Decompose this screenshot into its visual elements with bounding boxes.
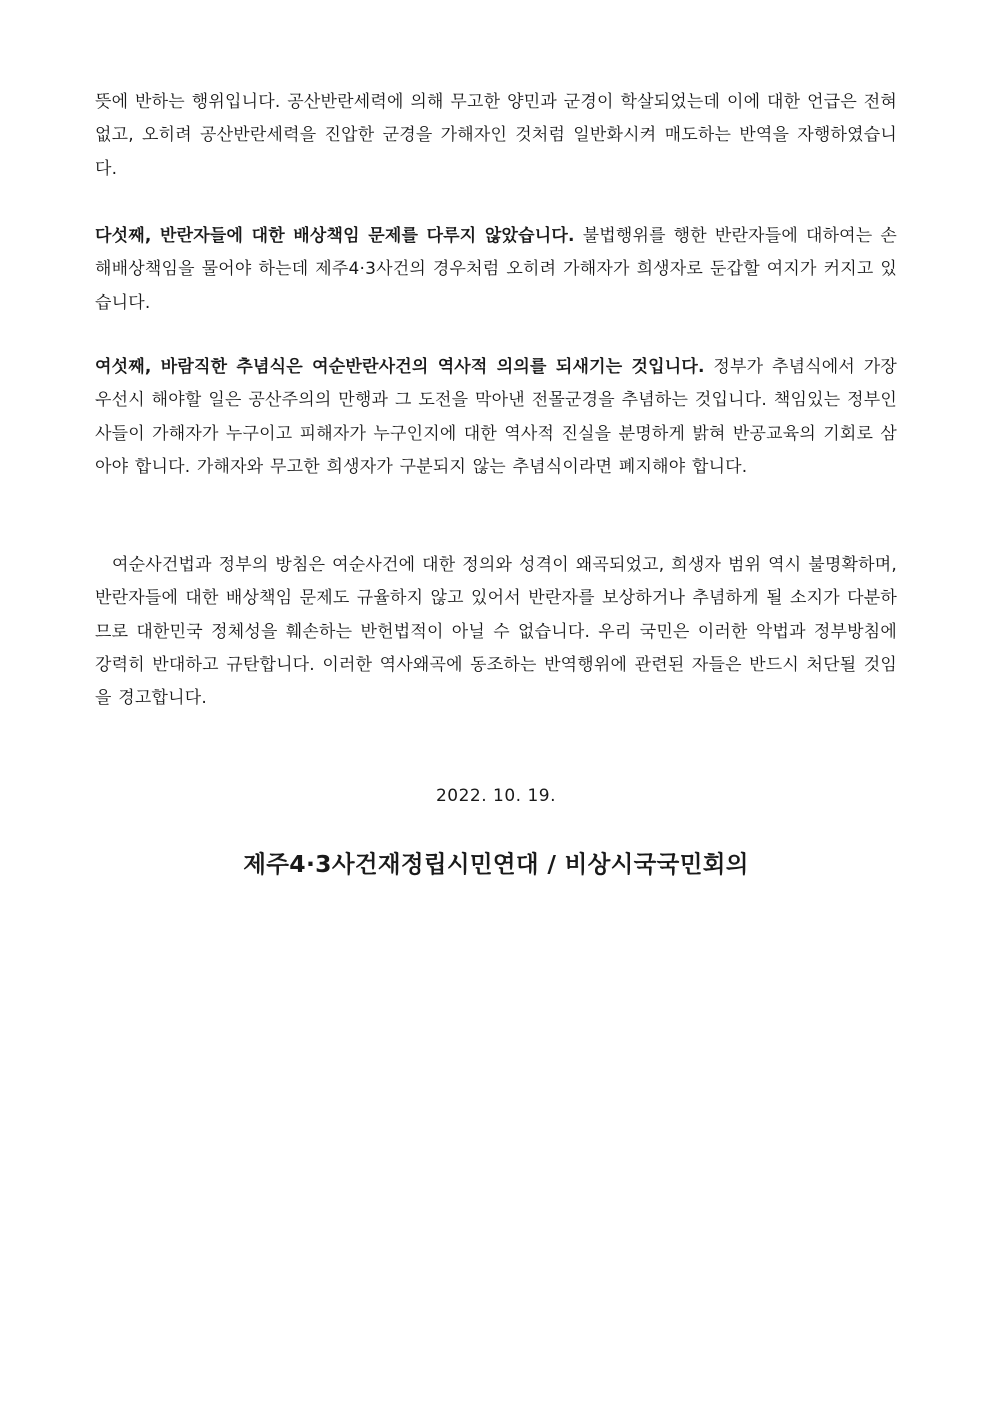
paragraph-text: 뜻에 반하는 행위입니다. 공산반란세력에 의해 무고한 양민과 군경이 학살되었는데 이에 대한 언급은 전혀 없고, 오히려 공산반란세력을 진압한 군경을 가해자인 것처럼 일반화시켜 매도하는 반역을 자행하였습니다. <box>95 92 897 179</box>
paragraph-heading: 여섯째, 바람직한 추념식은 여순반란사건의 역사적 의의를 되새기는 것입니다. <box>95 357 705 377</box>
paragraph-heading: 다섯째, 반란자들에 대한 배상책임 문제를 다루지 않았습니다. <box>95 226 575 246</box>
paragraph-sixth-point <box>95 351 897 484</box>
paragraph-conclusion <box>95 549 897 715</box>
paragraph-text: 정부가 추념식에서 가장 우선시 해야할 일은 공산주의의 만행과 그 도전을 막아낸 전몰군경을 추념하는 것입니다. 책임있는 정부인사들이 가해자가 누구이고 피해자가 누구인지에 대한 역사적 진실을 분명하게 밝혀 반공교육의 기회로 삼아야 합니다. 가해자와 무고한 희생자가 구분되지 않는 추념식이라면 폐지해야 합니다. <box>95 357 897 477</box>
paragraph-text: 불법행위를 행한 반란자들에 대하여는 손해배상책임을 물어야 하는데 제주4·3사건의 경우처럼 오히려 가해자가 희생자로 둔갑할 여지가 커지고 있습니다. <box>95 226 898 313</box>
document-date: 2022. 10. 19. <box>435 786 557 806</box>
paragraph-continuation <box>95 86 897 186</box>
document-signer: 제주4·3사건재정립시민연대 / 비상시국국민회의 <box>243 850 749 878</box>
paragraph-text: 여순사건법과 정부의 방침은 여순사건에 대한 정의와 성격이 왜곡되었고, 희생자 범위 역시 불명확하며, 반란자들에 대한 배상책임 문제도 규율하지 않고 있어서 반란자를 보상하거나 추념하게 될 소지가 다분하므로 대한민국 정체성을 훼손하는 반헌법적이 아닐 수 없습니다. 우리 국민은 이러한 악법과 정부방침에 강력히 반대하고 규탄합니다. 이러한 역사왜곡에 동조하는 반역행위에 관련된 자들은 반드시 처단될 것임을 경고합니다. <box>95 555 897 709</box>
paragraph-fifth-point <box>95 220 897 320</box>
